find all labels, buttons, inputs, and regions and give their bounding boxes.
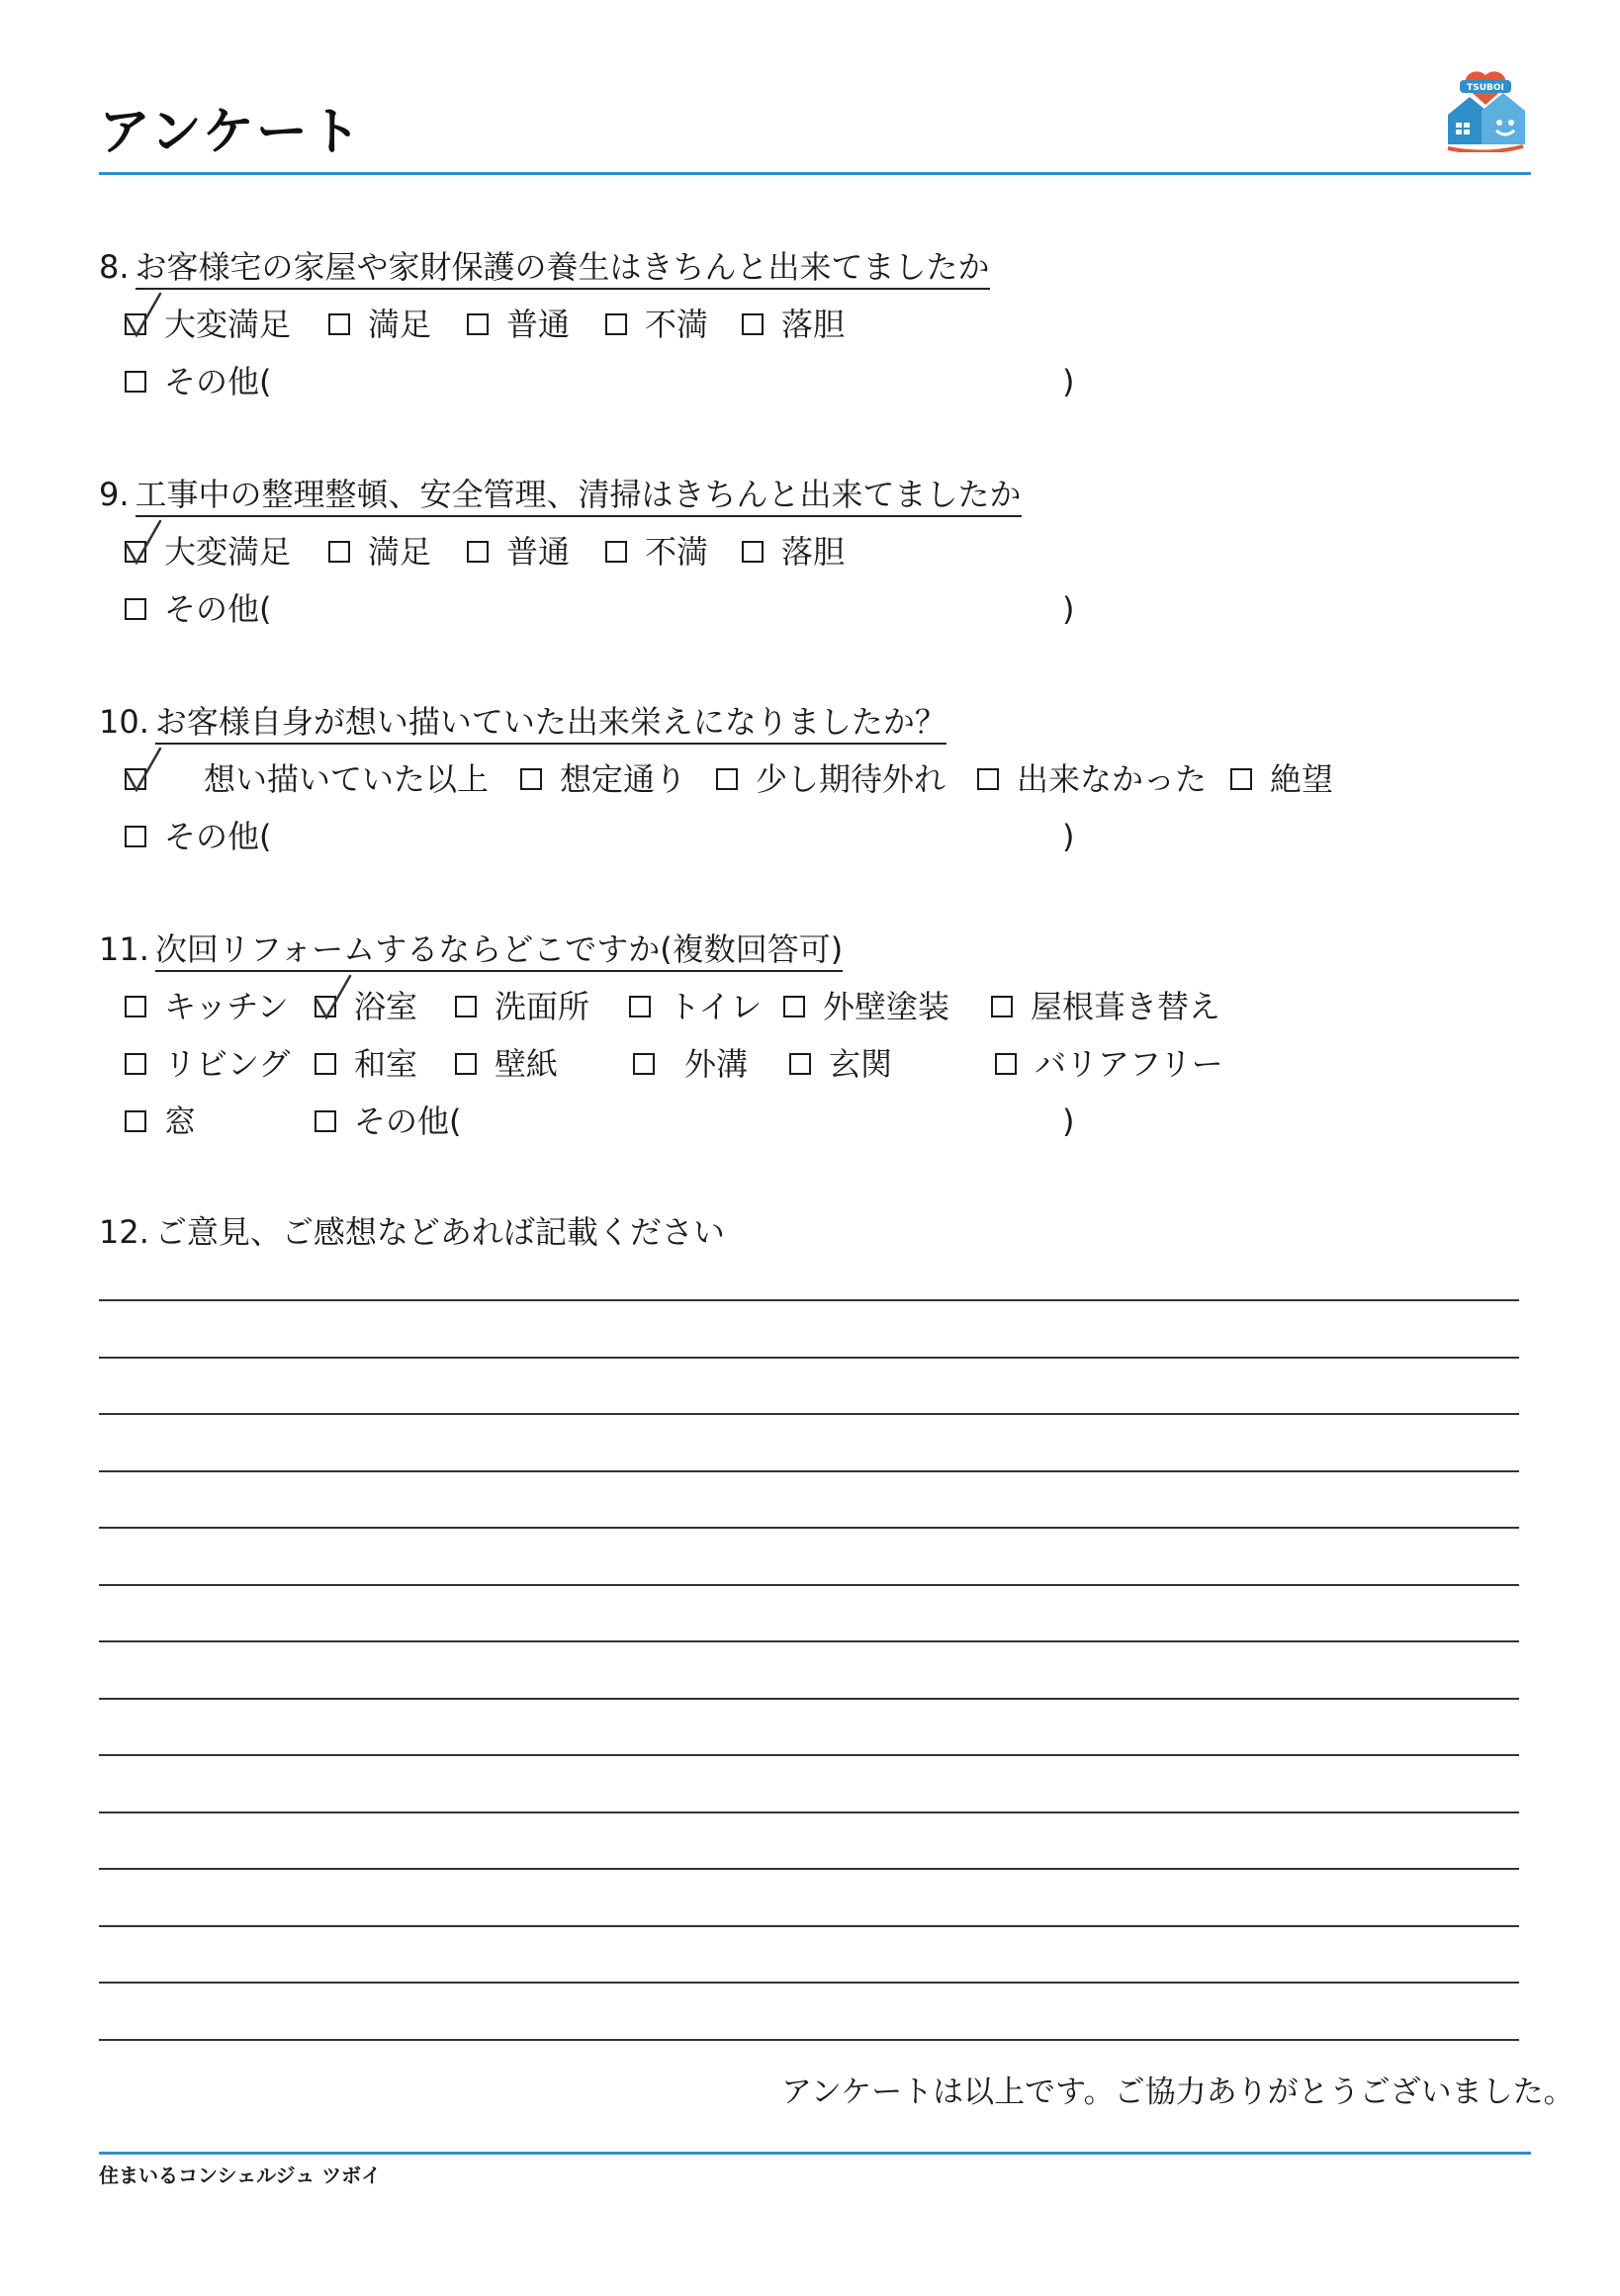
q11-option-gutter[interactable]	[633, 1045, 749, 1083]
option-label: 落胆	[781, 533, 846, 571]
q10-option-3[interactable]	[716, 760, 946, 798]
checkbox[interactable]	[455, 1053, 477, 1075]
option-label: 外壁塗装	[823, 988, 950, 1025]
q11-option-japanese-room[interactable]	[315, 1045, 418, 1083]
checkbox[interactable]	[125, 768, 146, 790]
question-text: ご意見、ご感想などあれば記載ください	[154, 1213, 725, 1251]
checkbox[interactable]	[789, 1053, 811, 1075]
option-label: 大変満足	[164, 306, 292, 343]
other-close-paren: )	[1062, 1103, 1075, 1140]
option-label: 不満	[645, 533, 709, 571]
other-close-paren: )	[1062, 363, 1075, 400]
question-11	[99, 930, 844, 968]
checkbox[interactable]	[315, 1053, 336, 1075]
checkbox[interactable]	[328, 541, 350, 563]
checkbox[interactable]	[467, 313, 489, 335]
checkbox[interactable]	[991, 996, 1013, 1017]
option-label: 絶望	[1270, 760, 1334, 798]
option-label: 不満	[645, 306, 709, 343]
q11-option-barrier-free[interactable]	[995, 1045, 1223, 1083]
checkbox[interactable]	[633, 1053, 655, 1075]
q9-option-1[interactable]	[125, 533, 292, 571]
option-label: 普通	[506, 306, 571, 343]
checkbox[interactable]	[315, 1110, 336, 1132]
checkmark-icon	[123, 519, 166, 565]
q8-option-5[interactable]	[742, 306, 846, 343]
question-number: 9.	[99, 476, 130, 513]
checkbox[interactable]	[995, 1053, 1017, 1075]
comment-line	[99, 1357, 1519, 1359]
checkbox[interactable]	[125, 996, 146, 1017]
logo-text: TSUBOI	[1467, 83, 1504, 93]
checkbox[interactable]	[977, 768, 999, 790]
option-label: 和室	[354, 1045, 418, 1083]
q11-option-other[interactable]	[315, 1103, 462, 1140]
option-label: トイレ	[669, 988, 763, 1025]
tsuboi-logo	[1442, 71, 1529, 152]
comment-line	[99, 1299, 1519, 1301]
checkbox[interactable]	[1230, 768, 1252, 790]
q11-option-wallpaper[interactable]	[455, 1045, 559, 1083]
q8-option-3[interactable]	[467, 306, 571, 343]
question-text: 次回リフォームするならどこですか(複数回答可)	[155, 930, 843, 972]
option-label: リビング	[164, 1045, 291, 1083]
comment-line	[99, 1527, 1519, 1529]
option-label: 普通	[506, 533, 571, 571]
question-text: お客様宅の家屋や家財保護の養生はきちんと出来てましたか	[135, 248, 990, 290]
q11-option-window[interactable]	[125, 1103, 197, 1140]
q11-option-bath[interactable]	[315, 988, 418, 1025]
other-close-paren: )	[1062, 818, 1075, 855]
checkmark-icon	[123, 747, 166, 792]
question-number: 11.	[99, 930, 149, 968]
q10-option-1[interactable]	[125, 760, 490, 798]
checkbox[interactable]	[125, 541, 146, 563]
comment-line	[99, 1470, 1519, 1472]
checkmark-icon	[123, 292, 166, 337]
q11-option-exterior-paint[interactable]	[783, 988, 950, 1025]
q11-option-washroom[interactable]	[455, 988, 590, 1025]
option-label: 玄関	[829, 1045, 893, 1083]
checkbox[interactable]	[125, 826, 146, 847]
checkbox[interactable]	[328, 313, 350, 335]
option-label: 想定通り	[560, 760, 687, 798]
q10-other-option[interactable]	[125, 818, 272, 855]
checkbox[interactable]	[125, 1110, 146, 1132]
comment-line	[99, 1982, 1519, 1984]
other-label: その他(	[354, 1103, 462, 1140]
question-8	[99, 248, 990, 286]
option-label: 屋根葺き替え	[1031, 988, 1221, 1025]
comment-line	[99, 1868, 1519, 1870]
option-label: バリアフリー	[1035, 1045, 1223, 1083]
checkbox[interactable]	[605, 541, 627, 563]
question-text: 工事中の整理整頓、安全管理、清掃はきちんと出来てましたか	[135, 476, 1022, 517]
checkbox[interactable]	[629, 996, 651, 1017]
checkbox[interactable]	[605, 313, 627, 335]
q11-option-entrance[interactable]	[789, 1045, 893, 1083]
q8-option-4[interactable]	[605, 306, 709, 343]
q10-option-4[interactable]	[977, 760, 1208, 798]
title-rule	[99, 172, 1531, 175]
checkbox[interactable]	[520, 768, 542, 790]
checkbox[interactable]	[455, 996, 477, 1017]
checkbox[interactable]	[125, 313, 146, 335]
footer-rule	[99, 2152, 1531, 2155]
q9-other-option[interactable]	[125, 590, 272, 628]
question-9	[99, 476, 1022, 513]
q9-option-5[interactable]	[742, 533, 846, 571]
checkbox[interactable]	[125, 371, 146, 393]
q9-option-4[interactable]	[605, 533, 709, 571]
option-label: 満足	[368, 306, 432, 343]
question-number: 10.	[99, 703, 149, 741]
q11-option-roof[interactable]	[991, 988, 1221, 1025]
other-close-paren: )	[1062, 590, 1075, 628]
option-label: キッチン	[164, 988, 289, 1025]
option-label: 浴室	[354, 988, 418, 1025]
footer-company: 住まいるコンシェルジュ ツボイ	[99, 2164, 382, 2187]
question-text: お客様自身が想い描いていた出来栄えになりましたか？	[155, 703, 946, 745]
other-label: その他(	[164, 590, 272, 628]
checkbox[interactable]	[467, 541, 489, 563]
checkbox[interactable]	[125, 1053, 146, 1075]
option-label: 大変満足	[164, 533, 292, 571]
comment-line	[99, 2039, 1519, 2041]
question-12	[99, 1213, 725, 1251]
q8-option-2[interactable]	[328, 306, 432, 343]
checkbox[interactable]	[716, 768, 738, 790]
option-label: 出来なかった	[1017, 760, 1208, 798]
q10-option-5[interactable]	[1230, 760, 1334, 798]
checkbox[interactable]	[742, 541, 764, 563]
q9-option-3[interactable]	[467, 533, 571, 571]
checkbox[interactable]	[742, 313, 764, 335]
checkbox[interactable]	[315, 996, 336, 1017]
option-label: 想い描いていた以上	[204, 760, 490, 798]
option-label: 洗面所	[495, 988, 590, 1025]
option-label: 外溝	[684, 1045, 749, 1083]
other-label: その他(	[164, 818, 272, 855]
question-10	[99, 703, 946, 741]
comment-line	[99, 1413, 1519, 1415]
q10-option-2[interactable]	[520, 760, 687, 798]
comment-line	[99, 1925, 1519, 1927]
comment-line	[99, 1698, 1519, 1700]
checkmark-icon	[313, 974, 356, 1019]
q11-option-toilet[interactable]	[629, 988, 763, 1025]
page-title: アンケート	[99, 103, 363, 162]
comment-line	[99, 1584, 1519, 1586]
option-label: 窓	[164, 1103, 197, 1140]
comment-line	[99, 1811, 1519, 1813]
checkbox[interactable]	[783, 996, 805, 1017]
option-label: 満足	[368, 533, 432, 571]
option-label: 少し期待外れ	[756, 760, 946, 798]
option-label: 落胆	[781, 306, 846, 343]
q8-other-option[interactable]	[125, 363, 272, 400]
comment-line	[99, 1640, 1519, 1642]
q9-option-2[interactable]	[328, 533, 432, 571]
q11-option-kitchen[interactable]	[125, 988, 289, 1025]
q8-option-1[interactable]	[125, 306, 292, 343]
closing-message: アンケートは以上です。ご協力ありがとうございました。	[781, 2075, 1575, 2110]
other-label: その他(	[164, 363, 272, 400]
comment-line	[99, 1754, 1519, 1756]
option-label: 壁紙	[495, 1045, 559, 1083]
q11-option-living[interactable]	[125, 1045, 291, 1083]
question-number: 12.	[99, 1213, 149, 1251]
question-number: 8.	[99, 248, 130, 286]
checkbox[interactable]	[125, 598, 146, 620]
